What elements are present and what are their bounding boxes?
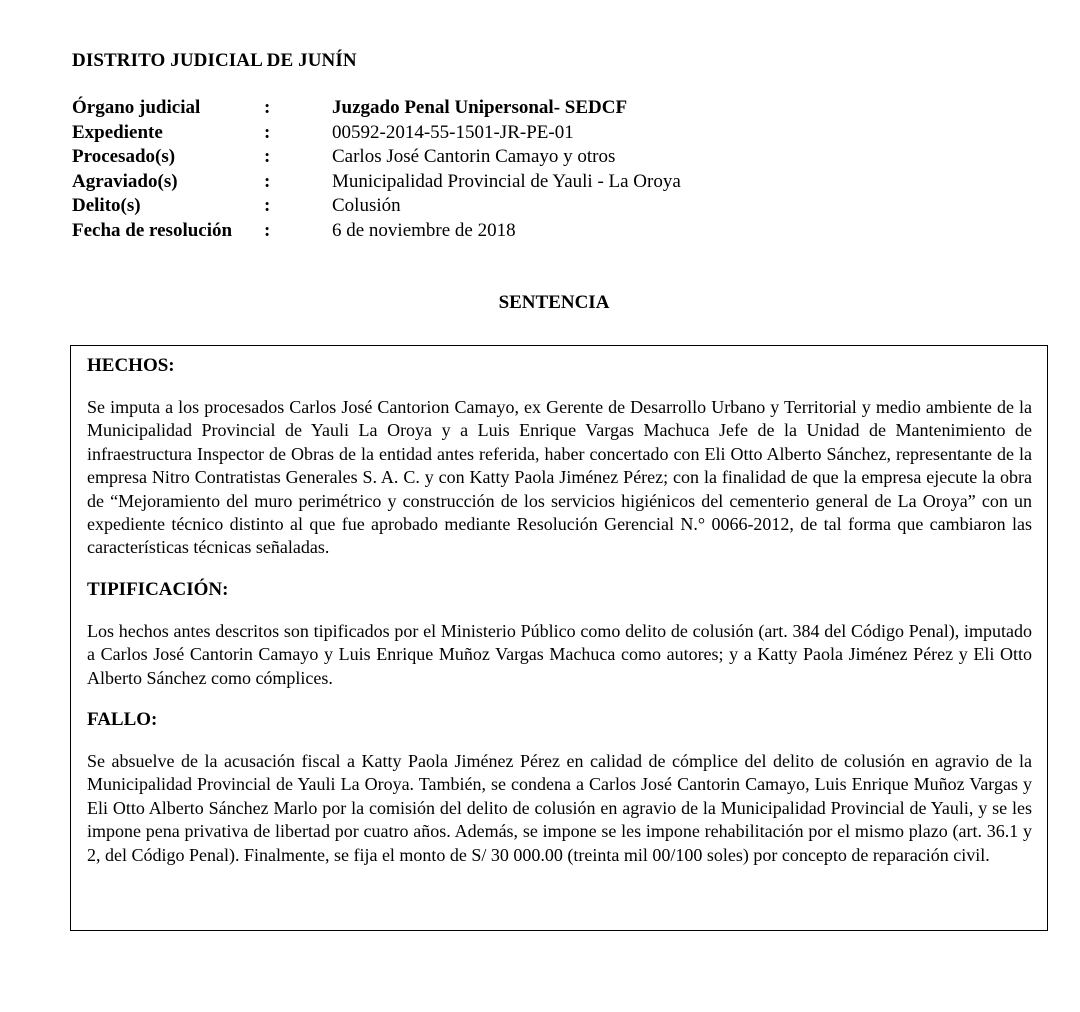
case-info-colon: :	[264, 121, 271, 143]
section-heading-hechos: HECHOS:	[87, 355, 175, 376]
case-info-value: Municipalidad Provincial de Yauli - La Oroya	[332, 170, 681, 192]
case-info-label: Procesado(s)	[72, 146, 176, 168]
case-info-colon: :	[264, 170, 271, 192]
case-info-colon: :	[264, 219, 271, 241]
section-text-fallo: Se absuelve de la acusación fiscal a Katty Paola Jiménez Pérez en calidad de cómplice del delito de colusión en agravio de la Municipalidad Provincial de Yauli La Oroya. También, se condena a Carlos José Cantorin Camayo, Luis Enrique Muñoz Vargas y Eli Otto Alberto Sánchez Marlo por la comisión del delito de colusión en agravio de la Municipalidad Provincial de Yauli, y se les impone pena privativa de libertad por cuatro años. Además, se impone se les impone rehabilitación por el mismo plazo (art. 36.1 y 2, del Código Penal). Finalmente, se fija el monto de S/ 30 000.00 (treinta mil 00/100 soles) por concepto de reparación civil.	[87, 751, 1032, 865]
section-heading-tipificacion: TIPIFICACIÓN:	[87, 578, 229, 600]
case-info-colon: :	[264, 97, 271, 118]
summary-content	[87, 354, 1032, 885]
case-info-label: Órgano judicial	[72, 97, 201, 118]
case-info-value: Juzgado Penal Unipersonal- SEDCF	[332, 97, 628, 118]
case-info-colon: :	[264, 146, 271, 168]
section-text-tipificacion: Los hechos antes descritos son tipificados por el Ministerio Público como delito de colusión (art. 384 del Código Penal), imputado a Carlos José Cantorin Camayo y Luis Enrique Muñoz Vargas Machuca como autores; y a Katty Paola Jiménez Pérez y Eli Otto Alberto Sánchez como cómplices.	[87, 620, 1032, 688]
section-text-hechos: Se imputa a los procesados Carlos José Cantorion Camayo, ex Gerente de Desarrollo Urbano y Territorial y medio ambiente de la Municipalidad Provincial de Yauli La Oroya y a Luis Enrique Vargas Machuca Jefe de la Unidad de Mantenimiento de infraestructura Inspector de Obras de la entidad antes referida, haber concertado con Eli Otto Alberto Sánchez, representante de la empresa Nitro Contratistas Generales S. A. C. y con Katty Paola Jiménez Pérez; con la finalidad de que la empresa ejecute la obra de “Mejoramiento del muro perimétrico y construcción de los servicios higiénicos del cementerio general de La Oroya” con un expediente técnico distinto al que fue aprobado mediante Resolución Gerencial N.° 0066-2012, de tal forma que cambiaron las características técnicas señaladas.	[87, 397, 1032, 558]
document-title: SENTENCIA	[498, 292, 610, 313]
case-info-label: Expediente	[72, 121, 163, 143]
case-info-label: Delito(s)	[72, 195, 141, 217]
case-info-label: Agraviado(s)	[72, 170, 178, 192]
case-info-value: 00592-2014-55-1501-JR-PE-01	[332, 121, 574, 143]
case-info-value: 6 de noviembre de 2018	[332, 219, 516, 241]
case-info-label: Fecha de resolución	[72, 219, 233, 241]
case-info-value: Carlos José Cantorin Camayo y otros	[332, 146, 616, 168]
case-info-value: Colusión	[332, 195, 401, 217]
district-heading: DISTRITO JUDICIAL DE JUNÍN	[72, 50, 357, 71]
summary-box	[70, 345, 1048, 931]
case-info-colon: :	[264, 195, 271, 217]
section-heading-fallo: FALLO:	[87, 709, 158, 731]
